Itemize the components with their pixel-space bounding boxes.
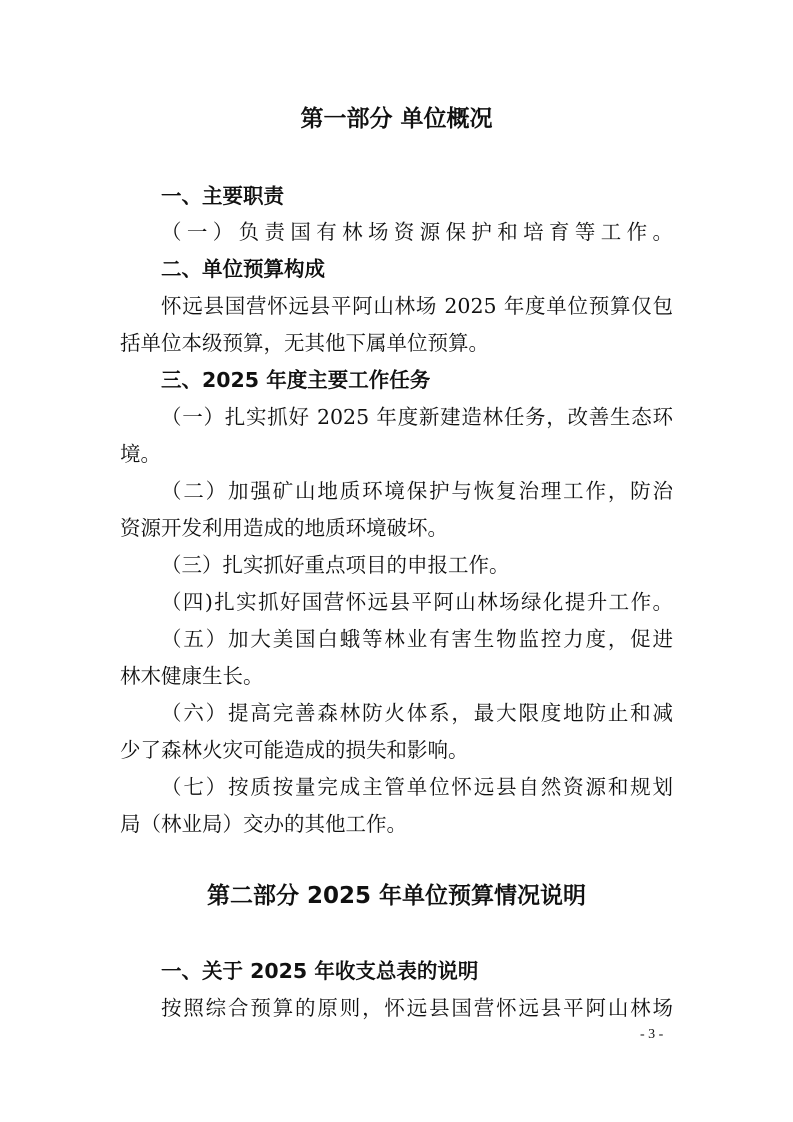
task-1-line1: （一）扎实抓好 2025 年度新建造林任务，改善生态环 <box>161 405 673 429</box>
task-7-line1: （七）按质按量完成主管单位怀远县自然资源和规划 <box>161 775 673 799</box>
task-3-line1: （三）扎实抓好重点项目的申报工作。 <box>161 553 510 577</box>
page-number: - 3 - <box>640 1027 664 1042</box>
task-4-line1: （四)扎实抓好国营怀远县平阿山林场绿化提升工作。 <box>161 590 673 614</box>
task-2-line2: 资源开发利用造成的地质环境破坏。 <box>120 516 448 540</box>
task-1-line2: 境。 <box>120 442 161 466</box>
duty-item-1: （一）负责国有林场资源保护和培育等工作。 <box>161 220 673 244</box>
budget-composition-line2: 括单位本级预算，无其他下属单位预算。 <box>120 331 489 355</box>
part2-section1-line1: 按照综合预算的原则，怀远县国营怀远县平阿山林场 <box>161 996 673 1020</box>
section2-heading: 二、单位预算构成 <box>161 257 325 281</box>
task-7-line2: 局（林业局）交办的其他工作。 <box>120 812 407 836</box>
part2-title: 第二部分 2025 年单位预算情况说明 <box>206 883 587 909</box>
task-2-line1: （二）加强矿山地质环境保护与恢复治理工作，防治 <box>161 479 673 503</box>
part1-title: 第一部分 单位概况 <box>300 106 493 132</box>
section3-heading: 三、2025 年度主要工作任务 <box>161 368 431 392</box>
part2-section1-heading: 一、关于 2025 年收支总表的说明 <box>161 959 479 983</box>
budget-composition-line1: 怀远县国营怀远县平阿山林场 2025 年度单位预算仅包 <box>161 294 673 318</box>
section1-heading: 一、主要职责 <box>161 184 284 208</box>
task-5-line1: （五）加大美国白蛾等林业有害生物监控力度，促进 <box>161 627 673 651</box>
task-6-line2: 少了森林火灾可能造成的损失和影响。 <box>120 738 469 762</box>
task-6-line1: （六）提高完善森林防火体系，最大限度地防止和减 <box>161 701 673 725</box>
task-5-line2: 林木健康生长。 <box>120 664 264 688</box>
